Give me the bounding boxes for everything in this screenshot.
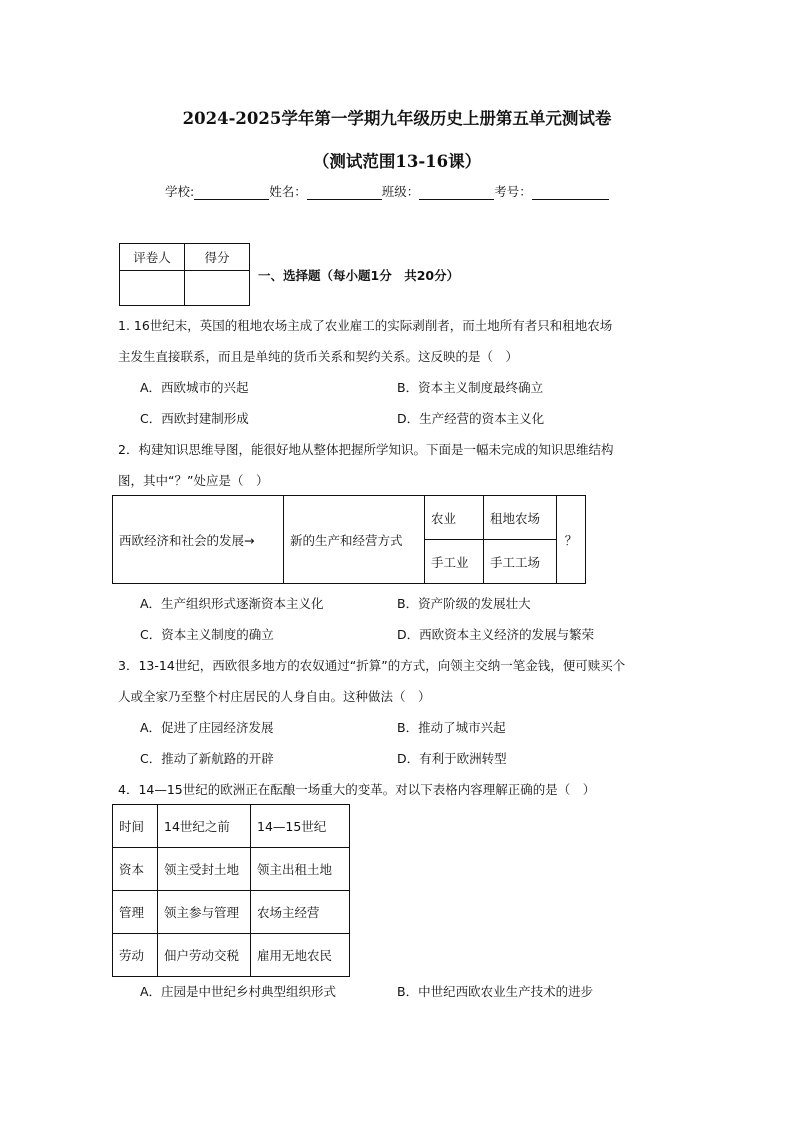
- page-subtitle: （测试范围13-16课）: [312, 152, 482, 171]
- q4-stem-line1: 4．14—15世纪的欧洲正在酝酿一场重大的变革。对以下表格内容理解正确的是（ ）: [118, 782, 596, 797]
- q1-option-a[interactable]: A．西欧城市的兴起: [140, 380, 249, 395]
- table-row: [113, 934, 350, 977]
- q1-option-c[interactable]: C．西欧封建制形成: [140, 411, 249, 426]
- q4-table: [112, 804, 350, 977]
- score-table-grader-header: 评卷人: [120, 244, 185, 271]
- name-label: 姓名：: [269, 184, 307, 199]
- table-cell: 领主受封土地: [158, 848, 251, 891]
- q2-stem-line1: 2．构建知识思维导图，能很好地从整体把握所学知识。下面是一幅未完成的知识思维结构: [118, 442, 614, 457]
- table-cell: 资本: [113, 848, 158, 891]
- q3-option-c[interactable]: C．推动了新航路的开辟: [140, 751, 274, 766]
- table-row: [113, 805, 350, 848]
- section-heading: 一、选择题（每小题1分 共20分）: [258, 268, 460, 283]
- q2-option-b[interactable]: B．资产阶级的发展壮大: [397, 596, 531, 611]
- class-field[interactable]: [419, 185, 494, 200]
- mind-map-table: [112, 495, 586, 584]
- q3-option-a[interactable]: A．促进了庄园经济发展: [140, 720, 274, 735]
- table-cell: 领主参与管理: [158, 891, 251, 934]
- school-field[interactable]: [194, 185, 269, 200]
- table-cell: 管理: [113, 891, 158, 934]
- school-label: 学校:: [165, 184, 195, 199]
- q2-stem-line2: 图，其中“？”处应是（ ）: [118, 473, 269, 488]
- q3-stem-line2: 人或全家乃至整个村庄居民的人身自由。这种做法（ ）: [118, 689, 431, 704]
- score-table-score-header: 得分: [185, 244, 250, 271]
- table-row: [113, 891, 350, 934]
- q2-option-c[interactable]: C．资本主义制度的确立: [140, 627, 274, 642]
- table-cell: 雇用无地农民: [251, 934, 350, 977]
- q2-option-d[interactable]: D．西欧资本主义经济的发展与繁荣: [397, 627, 595, 642]
- q4-option-b[interactable]: B．中世纪西欧农业生产技术的进步: [397, 984, 594, 999]
- table-cell: 佃户劳动交税: [158, 934, 251, 977]
- mind-map-mode: 新的生产和经营方式: [284, 496, 425, 584]
- mind-map-workshop: 手工工场: [484, 540, 557, 584]
- exam-no-field[interactable]: [532, 185, 609, 200]
- mind-map-root: 西欧经济和社会的发展→: [113, 496, 284, 584]
- q3-stem-line1: 3．13-14世纪，西欧很多地方的农奴通过“折算”的方式，向领主交纳一笔金钱，便可赎买个: [118, 658, 626, 673]
- mind-map-agriculture: 农业: [425, 496, 484, 540]
- mind-map-blank: ？: [557, 496, 586, 584]
- score-table: [119, 243, 250, 306]
- table-cell: 14—15世纪: [251, 805, 350, 848]
- q1-option-b[interactable]: B．资本主义制度最终确立: [397, 380, 544, 395]
- q1-stem-line1: 1. 16世纪末，英国的租地农场主成了农业雇工的实际剥削者，而土地所有者只和租地农场: [118, 318, 613, 333]
- table-cell: 14世纪之前: [158, 805, 251, 848]
- exam-no-label: 考号：: [494, 184, 532, 199]
- name-field[interactable]: [307, 185, 382, 200]
- mind-map-leased-farm: 租地农场: [484, 496, 557, 540]
- score-cell[interactable]: [185, 271, 250, 306]
- q3-option-b[interactable]: B．推动了城市兴起: [397, 720, 506, 735]
- table-cell: 劳动: [113, 934, 158, 977]
- page-title: 2024-2025学年第一学期九年级历史上册第五单元测试卷: [182, 109, 612, 128]
- q1-option-d[interactable]: D．生产经营的资本主义化: [397, 411, 545, 426]
- mind-map-handicraft: 手工业: [425, 540, 484, 584]
- grader-cell[interactable]: [120, 271, 185, 306]
- q1-stem-line2: 主发生直接联系，而且是单纯的货币关系和契约关系。这反映的是（ ）: [118, 349, 519, 364]
- q3-option-d[interactable]: D．有利于欧洲转型: [397, 751, 507, 766]
- table-cell: 农场主经营: [251, 891, 350, 934]
- q2-option-a[interactable]: A．生产组织形式逐渐资本主义化: [140, 596, 324, 611]
- table-cell: 时间: [113, 805, 158, 848]
- table-cell: 领主出租土地: [251, 848, 350, 891]
- student-info-line: [165, 182, 609, 200]
- class-label: 班级：: [381, 184, 420, 199]
- q4-option-a[interactable]: A．庄园是中世纪乡村典型组织形式: [140, 984, 337, 999]
- table-row: [113, 848, 350, 891]
